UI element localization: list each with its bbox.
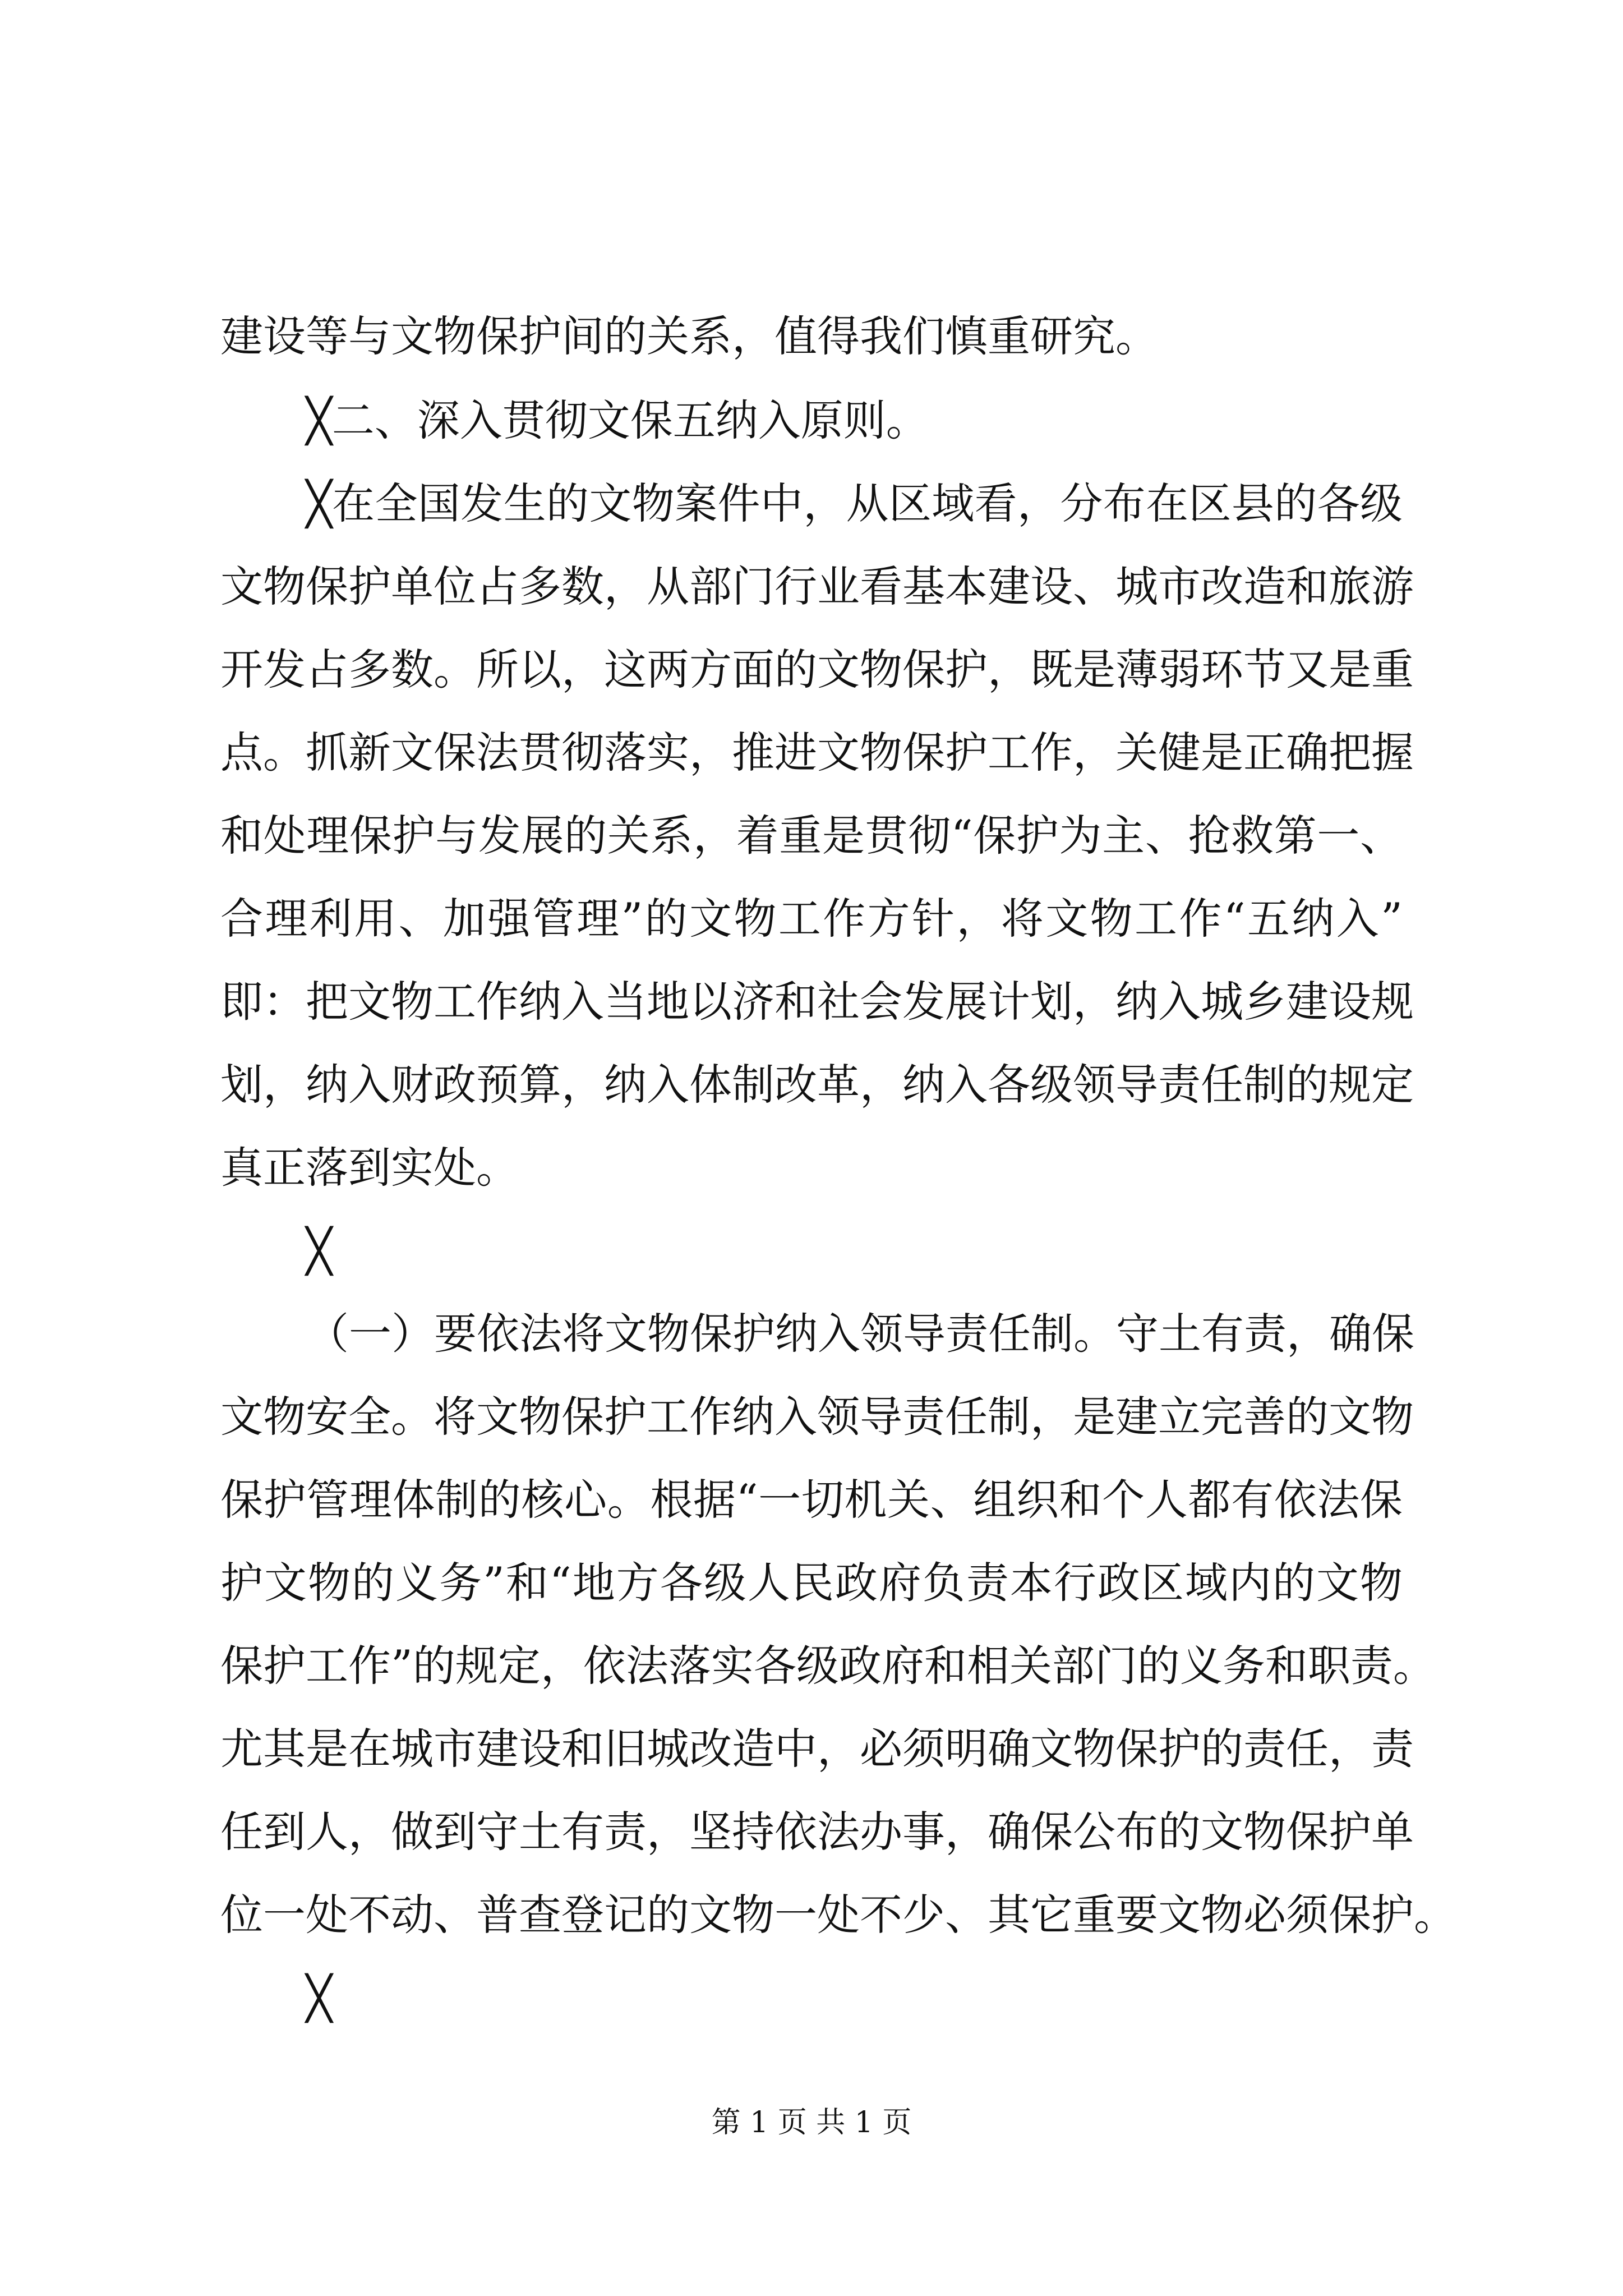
body-line: 文物保护单位占多数，从部门行业看基本建设、城市改造和旅游 (220, 562, 1414, 611)
page-footer: 第 1 页 共 1 页 (711, 2106, 912, 2139)
body-line: 任到人，做到守土有责，坚持依法办事，确保公布的文物保护单 (220, 1807, 1414, 1857)
section-heading: ╳二、深入贯彻文保五纳入原则。 (306, 395, 929, 445)
body-line: 合理利用、加强管理”的文物工作方针，将文物工作“五纳入” (220, 894, 1403, 944)
body-line: 保护工作”的规定，依法落实各级政府和相关部门的义务和职责。 (220, 1641, 1436, 1691)
body-line: 点。抓新文保法贯彻落实，推进文物保护工作，关健是正确把握 (220, 728, 1414, 777)
body-line: ╳在全国发生的文物案件中，从区域看，分布在区县的各级 (306, 478, 1403, 528)
cross-mark: ╳ (306, 1973, 332, 2023)
body-line: 建设等与文物保护间的关系，值得我们慎重研究。 (220, 311, 1158, 361)
body-line: 开发占多数。所以，这两方面的文物保护，既是薄弱环节又是重 (220, 645, 1414, 694)
body-line: 护文物的义务”和“地方各级人民政府负责本行政区域内的文物 (220, 1558, 1403, 1608)
body-line: 和处理保护与发展的关系，着重是贯彻“保护为主、抢救第一、 (220, 811, 1403, 861)
body-line: 位一处不动、普查登记的文物一处不少、其它重要文物必须保护。 (220, 1890, 1456, 1940)
subsection-heading: （一）要依法将文物保护纳入领导责任制。守土有责，确保 (306, 1309, 1414, 1359)
cross-mark: ╳ (306, 1226, 332, 1276)
body-line: 保护管理体制的核心。根据“一切机关、组织和个人都有依法保 (220, 1475, 1403, 1525)
body-line: 即：把文物工作纳入当地以济和社会发展计划，纳入城乡建设规 (220, 977, 1414, 1027)
body-line: 真正落到实处。 (220, 1143, 519, 1193)
body-line: 文物安全。将文物保护工作纳入领导责任制，是建立完善的文物 (220, 1392, 1414, 1442)
body-line: 尤其是在城市建设和旧城改造中，必须明确文物保护的责任，责 (220, 1724, 1414, 1774)
body-line: 划，纳入财政预算，纳入体制改革，纳入各级领导责任制的规定 (220, 1060, 1414, 1110)
